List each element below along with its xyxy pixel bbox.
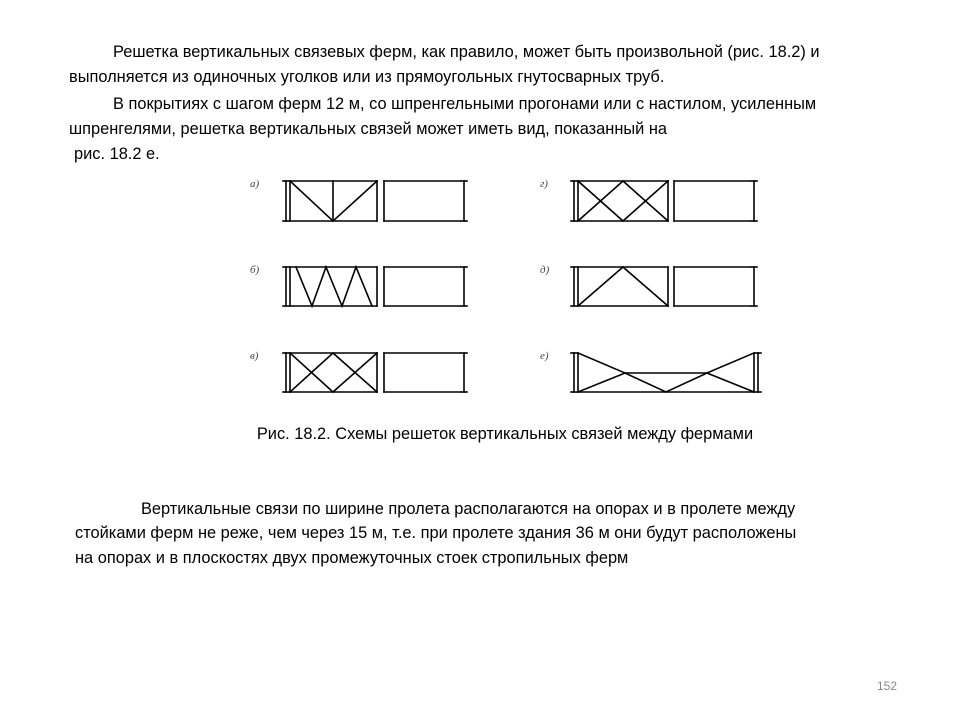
scheme-b: [283, 267, 467, 306]
panel-label-a: а): [250, 178, 260, 190]
paragraph-3-line-3: на опорах и в плоскостях двух промежуточных стоек стропильных ферм: [75, 549, 629, 567]
panel-label-v: в): [250, 350, 259, 362]
paragraph-1-line-1: Решетка вертикальных связевых ферм, как правило, может быть произвольной (рис. 18.2) и: [113, 43, 820, 61]
paragraph-2-line-2: шпренгелями, решетка вертикальных связей может иметь вид, показанный на: [69, 120, 668, 138]
paragraph-2-line-3: рис. 18.2 е.: [74, 145, 160, 163]
scheme-a: [283, 181, 467, 221]
paragraph-3-line-2: стойками ферм не реже, чем через 15 м, т.е. при пролете здания 36 м они будут расположены: [75, 524, 797, 542]
scheme-v: [283, 353, 467, 392]
figure-caption: Рис. 18.2. Схемы решеток вертикальных связей между фермами: [256, 425, 754, 443]
panel-label-e: е): [540, 350, 549, 362]
panel-label-d: д): [540, 264, 550, 276]
paragraph-1-line-2: выполняется из одиночных уголков или из прямоугольных гнутосварных труб.: [69, 68, 665, 86]
scheme-g: [571, 181, 757, 221]
panel-label-b: б): [250, 264, 260, 276]
page-number: 152: [877, 679, 898, 693]
scheme-d: [571, 267, 757, 306]
paragraph-2-line-1: В покрытиях с шагом ферм 12 м, со шпренгельными прогонами или с настилом, усиленным: [113, 95, 817, 113]
scheme-e: [571, 353, 761, 392]
paragraph-3-line-1: Вертикальные связи по ширине пролета располагаются на опорах и в пролете между: [141, 500, 796, 518]
panel-label-g: г): [540, 178, 548, 190]
